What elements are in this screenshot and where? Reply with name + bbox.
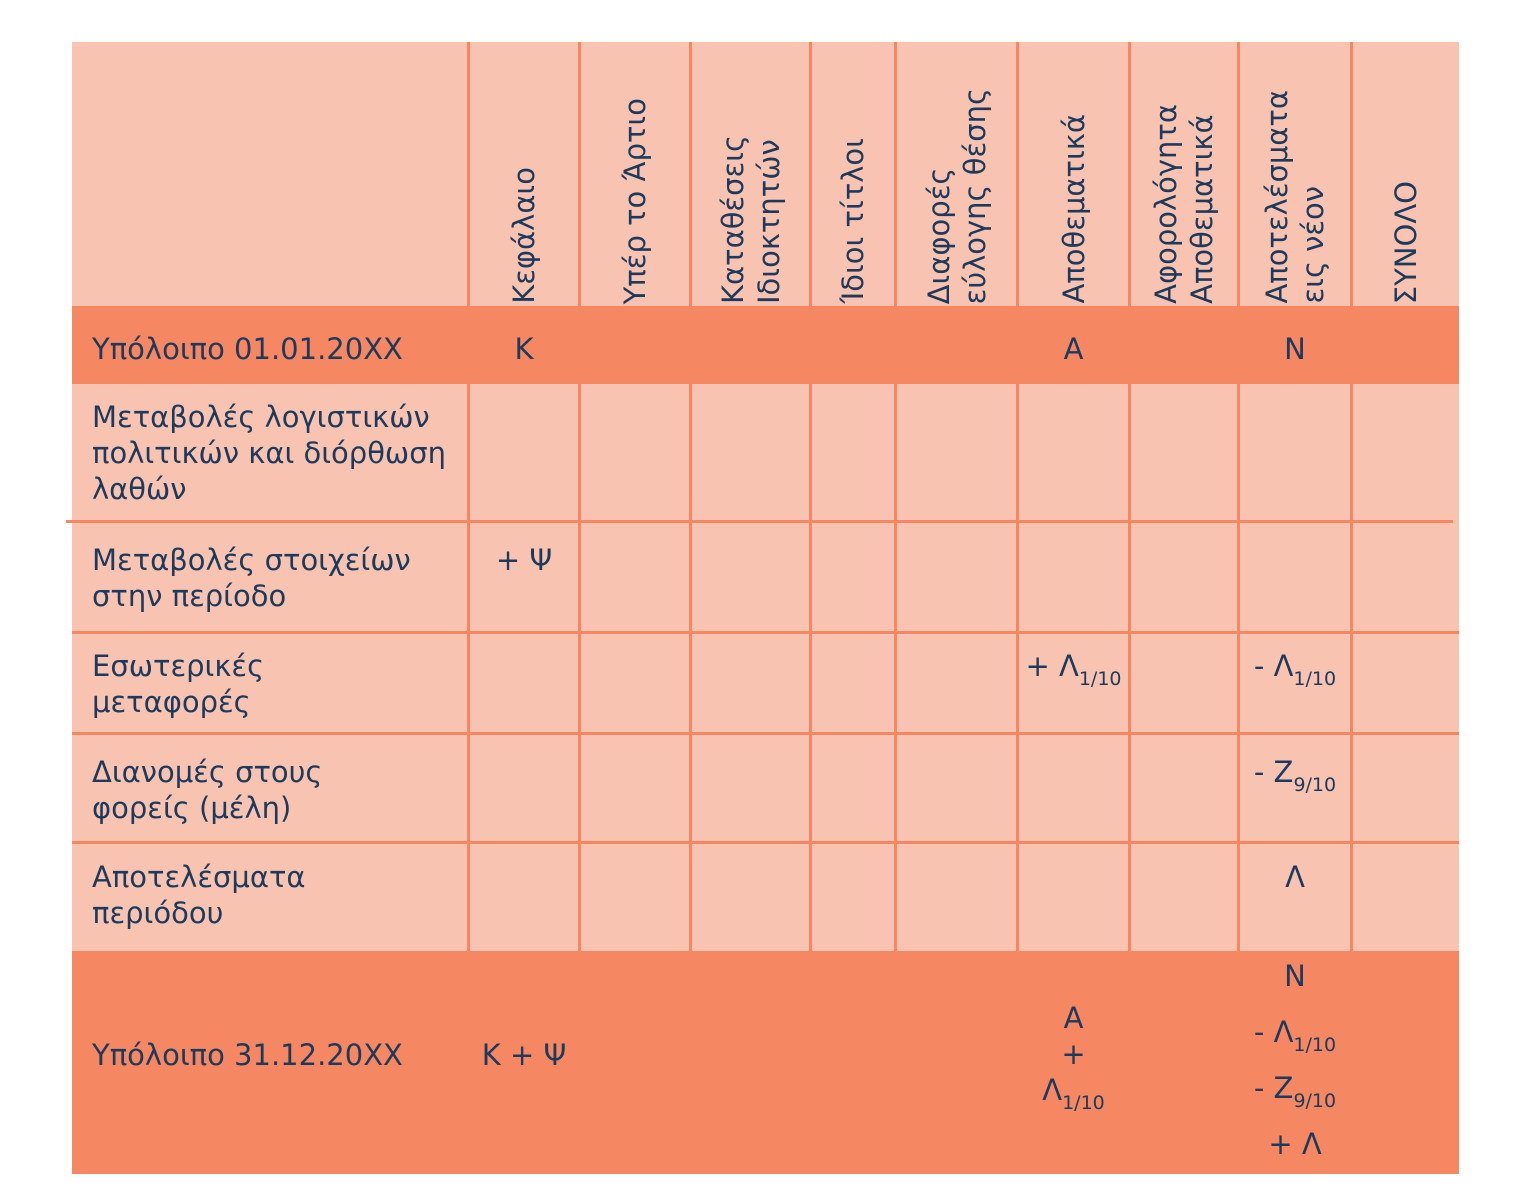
row-divider	[72, 841, 1459, 844]
row-divider	[72, 732, 1459, 735]
cell-internal-apotelesmata	[1240, 648, 1350, 690]
row-divider	[72, 631, 1459, 634]
col-header-kefalaio	[470, 42, 578, 304]
cell-opening-kefalaio: Κ	[514, 332, 534, 366]
row-label-period-results: Αποτελέσματα περιόδου	[92, 860, 306, 930]
col-header-apothematika	[1019, 42, 1128, 304]
closing-apoth-line: +	[1061, 1037, 1086, 1071]
col-header-label: Αποτελέσματα εις νέον	[1260, 90, 1330, 304]
col-header-label: Ίδιοι τίτλοι	[836, 138, 870, 304]
cell-main-text: Λ	[1042, 1073, 1063, 1107]
row-label-internal-transfers: Εσωτερικές μεταφορές	[92, 649, 265, 719]
cell-main-text: + Λ	[1025, 649, 1079, 683]
cell-opening-apotelesmata: Ν	[1284, 332, 1306, 366]
row-label-closing: Υπόλοιπο 31.12.20ΧΧ	[92, 1038, 403, 1072]
cell-main-text: - Λ	[1253, 649, 1294, 683]
row-label-opening: Υπόλοιπο 01.01.20ΧΧ	[92, 332, 403, 366]
cell-subscript: 9/10	[1293, 774, 1337, 796]
col-header-label: Υπέρ το Άρτιο	[618, 97, 652, 304]
cell-main-text: - Z	[1253, 1071, 1294, 1105]
closing-apoth-line	[1019, 1072, 1128, 1114]
row-label-period-changes: Μεταβολές στοιχείων στην περίοδο	[92, 543, 411, 613]
cell-subscript: 1/10	[1062, 1092, 1105, 1114]
closing-apot-line: + Λ	[1268, 1127, 1322, 1161]
col-header-katatheseis	[692, 42, 809, 304]
col-header-label: Αποθεματικά	[1056, 114, 1091, 304]
col-header-label: Διαφορές εύλογης θέσης	[921, 87, 992, 304]
cell-period-results-apotelesmata: Λ	[1285, 860, 1305, 894]
row-label-distributions: Διανομές στους φορείς (μέλη)	[92, 755, 323, 825]
cell-main-text: - Z	[1253, 755, 1294, 789]
cell-subscript: 1/10	[1293, 1034, 1337, 1056]
col-header-apotelesmata	[1240, 42, 1350, 304]
closing-apoth-line: Α	[1063, 1001, 1084, 1035]
cell-closing-apothematika	[1019, 1000, 1128, 1114]
col-header-diafores	[897, 42, 1016, 304]
col-header-label: Αφορολόγητα Αποθεματικά	[1149, 104, 1219, 304]
closing-apot-line	[1240, 1069, 1350, 1112]
col-header-label: Καταθέσεις Ιδιοκτητών	[715, 134, 786, 304]
col-header-label: Κεφάλαιο	[507, 167, 541, 304]
closing-apot-line	[1240, 1013, 1350, 1056]
cell-subscript: 1/10	[1078, 668, 1122, 690]
col-header-yper-artio	[581, 42, 689, 304]
equity-changes-table	[72, 42, 1459, 1174]
cell-subscript: 9/10	[1293, 1090, 1337, 1112]
cell-main-text: - Λ	[1253, 1015, 1294, 1049]
row-divider	[66, 520, 1453, 523]
col-header-aforologita	[1131, 42, 1237, 304]
cell-closing-apotelesmata	[1240, 957, 1350, 1163]
col-header-label: ΣΥΝΟΛΟ	[1389, 180, 1423, 304]
col-header-idioi-titloi	[812, 42, 894, 304]
closing-apot-line: Ν	[1284, 959, 1306, 993]
cell-closing-kefalaio: Κ + Ψ	[481, 1038, 567, 1072]
cell-period-changes-kefalaio: + Ψ	[495, 543, 553, 577]
col-header-synolo	[1353, 42, 1459, 304]
cell-distributions-apotelesmata	[1240, 754, 1350, 796]
row-label-policy-changes: Μεταβολές λογιστικών πολιτικών και διόρθωση λαθών	[92, 400, 446, 506]
cell-subscript: 1/10	[1293, 668, 1337, 690]
cell-opening-apothematika: Α	[1063, 332, 1084, 366]
cell-internal-apothematika	[1019, 648, 1128, 690]
